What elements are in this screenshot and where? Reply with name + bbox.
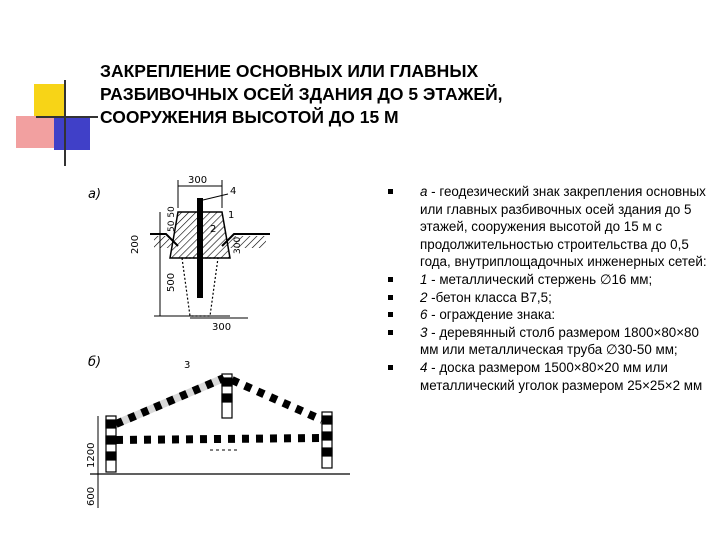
item-lead: 4 [420,359,428,375]
item-lead: 6 [420,307,428,323]
dim-300-side: 300 [233,236,243,254]
item-text: - геодезический знак закрепления основных или главных разбивочных осей здания до 5 этажей, сооружения высотой до 15 м с продолжительностью строительства до 0,5 года, внутриплощадочных инженерных сетей: [420,184,707,270]
list-item [388,324,708,359]
bullet-marker [388,295,393,300]
item-text: -бетон класса В7,5; [427,289,552,305]
decor-yellow-square [34,84,66,116]
list-item [388,271,708,289]
title-line-3: СООРУЖЕНИЯ ВЫСОТОЙ ДО 15 М [100,107,399,127]
decor-vertical-line [64,80,66,166]
slide-title [100,60,620,129]
item-text: - деревянный столб размером 1800×80×80 мм или металлическая труба ∅30-50 мм; [420,324,699,358]
callout-1: 1 [228,210,235,221]
item-text: - металлический стержень ∅16 мм; [427,271,653,287]
item-lead: 1 [420,271,428,287]
decor-blue-square [54,118,90,150]
list-item [388,289,708,307]
technical-drawing [70,168,370,518]
figure-a-label: а) [88,187,102,202]
bullet-marker [388,312,393,317]
fence-boards [116,378,322,440]
bullet-marker [388,365,393,370]
item-lead: 3 [420,324,428,340]
decor-horizontal-line [36,116,98,118]
decor-red-square [16,116,54,148]
item-lead: а [420,184,428,199]
bullet-marker [388,277,393,282]
dim-300-top: 300 [188,175,208,186]
item-text: - ограждение знака: [427,307,556,323]
dim-200: 200 [130,234,141,254]
dim-500: 500 [166,272,177,292]
bullet-marker [388,189,393,194]
bullet-list [388,183,708,394]
item-text: - доска размером 1500×80×20 мм или металлический уголок размером 25×25×2 мм [420,359,703,393]
list-item [388,359,708,394]
bullet-marker [388,330,393,335]
metal-rod [197,198,203,298]
title-line-2: РАЗБИВОЧНЫХ ОСЕЙ ЗДАНИЯ ДО 5 ЭТАЖЕЙ, [100,84,503,104]
figure-b-label: б) [88,355,102,370]
title-line-1: ЗАКРЕПЛЕНИЕ ОСНОВНЫХ ИЛИ ГЛАВНЫХ [100,61,479,81]
item-lead: 2 [420,289,428,305]
dim-300-bottom: 300 [212,322,232,333]
fence-posts [106,374,332,472]
callout-3: 3 [184,360,191,371]
dim-600: 600 [86,486,97,506]
dim-1200: 1200 [86,442,97,468]
list-item [388,306,708,324]
dim-50-50: 50 50 [167,206,177,232]
callout-2: 2 [210,224,217,235]
list-item [388,183,708,271]
callout-4: 4 [230,186,237,197]
